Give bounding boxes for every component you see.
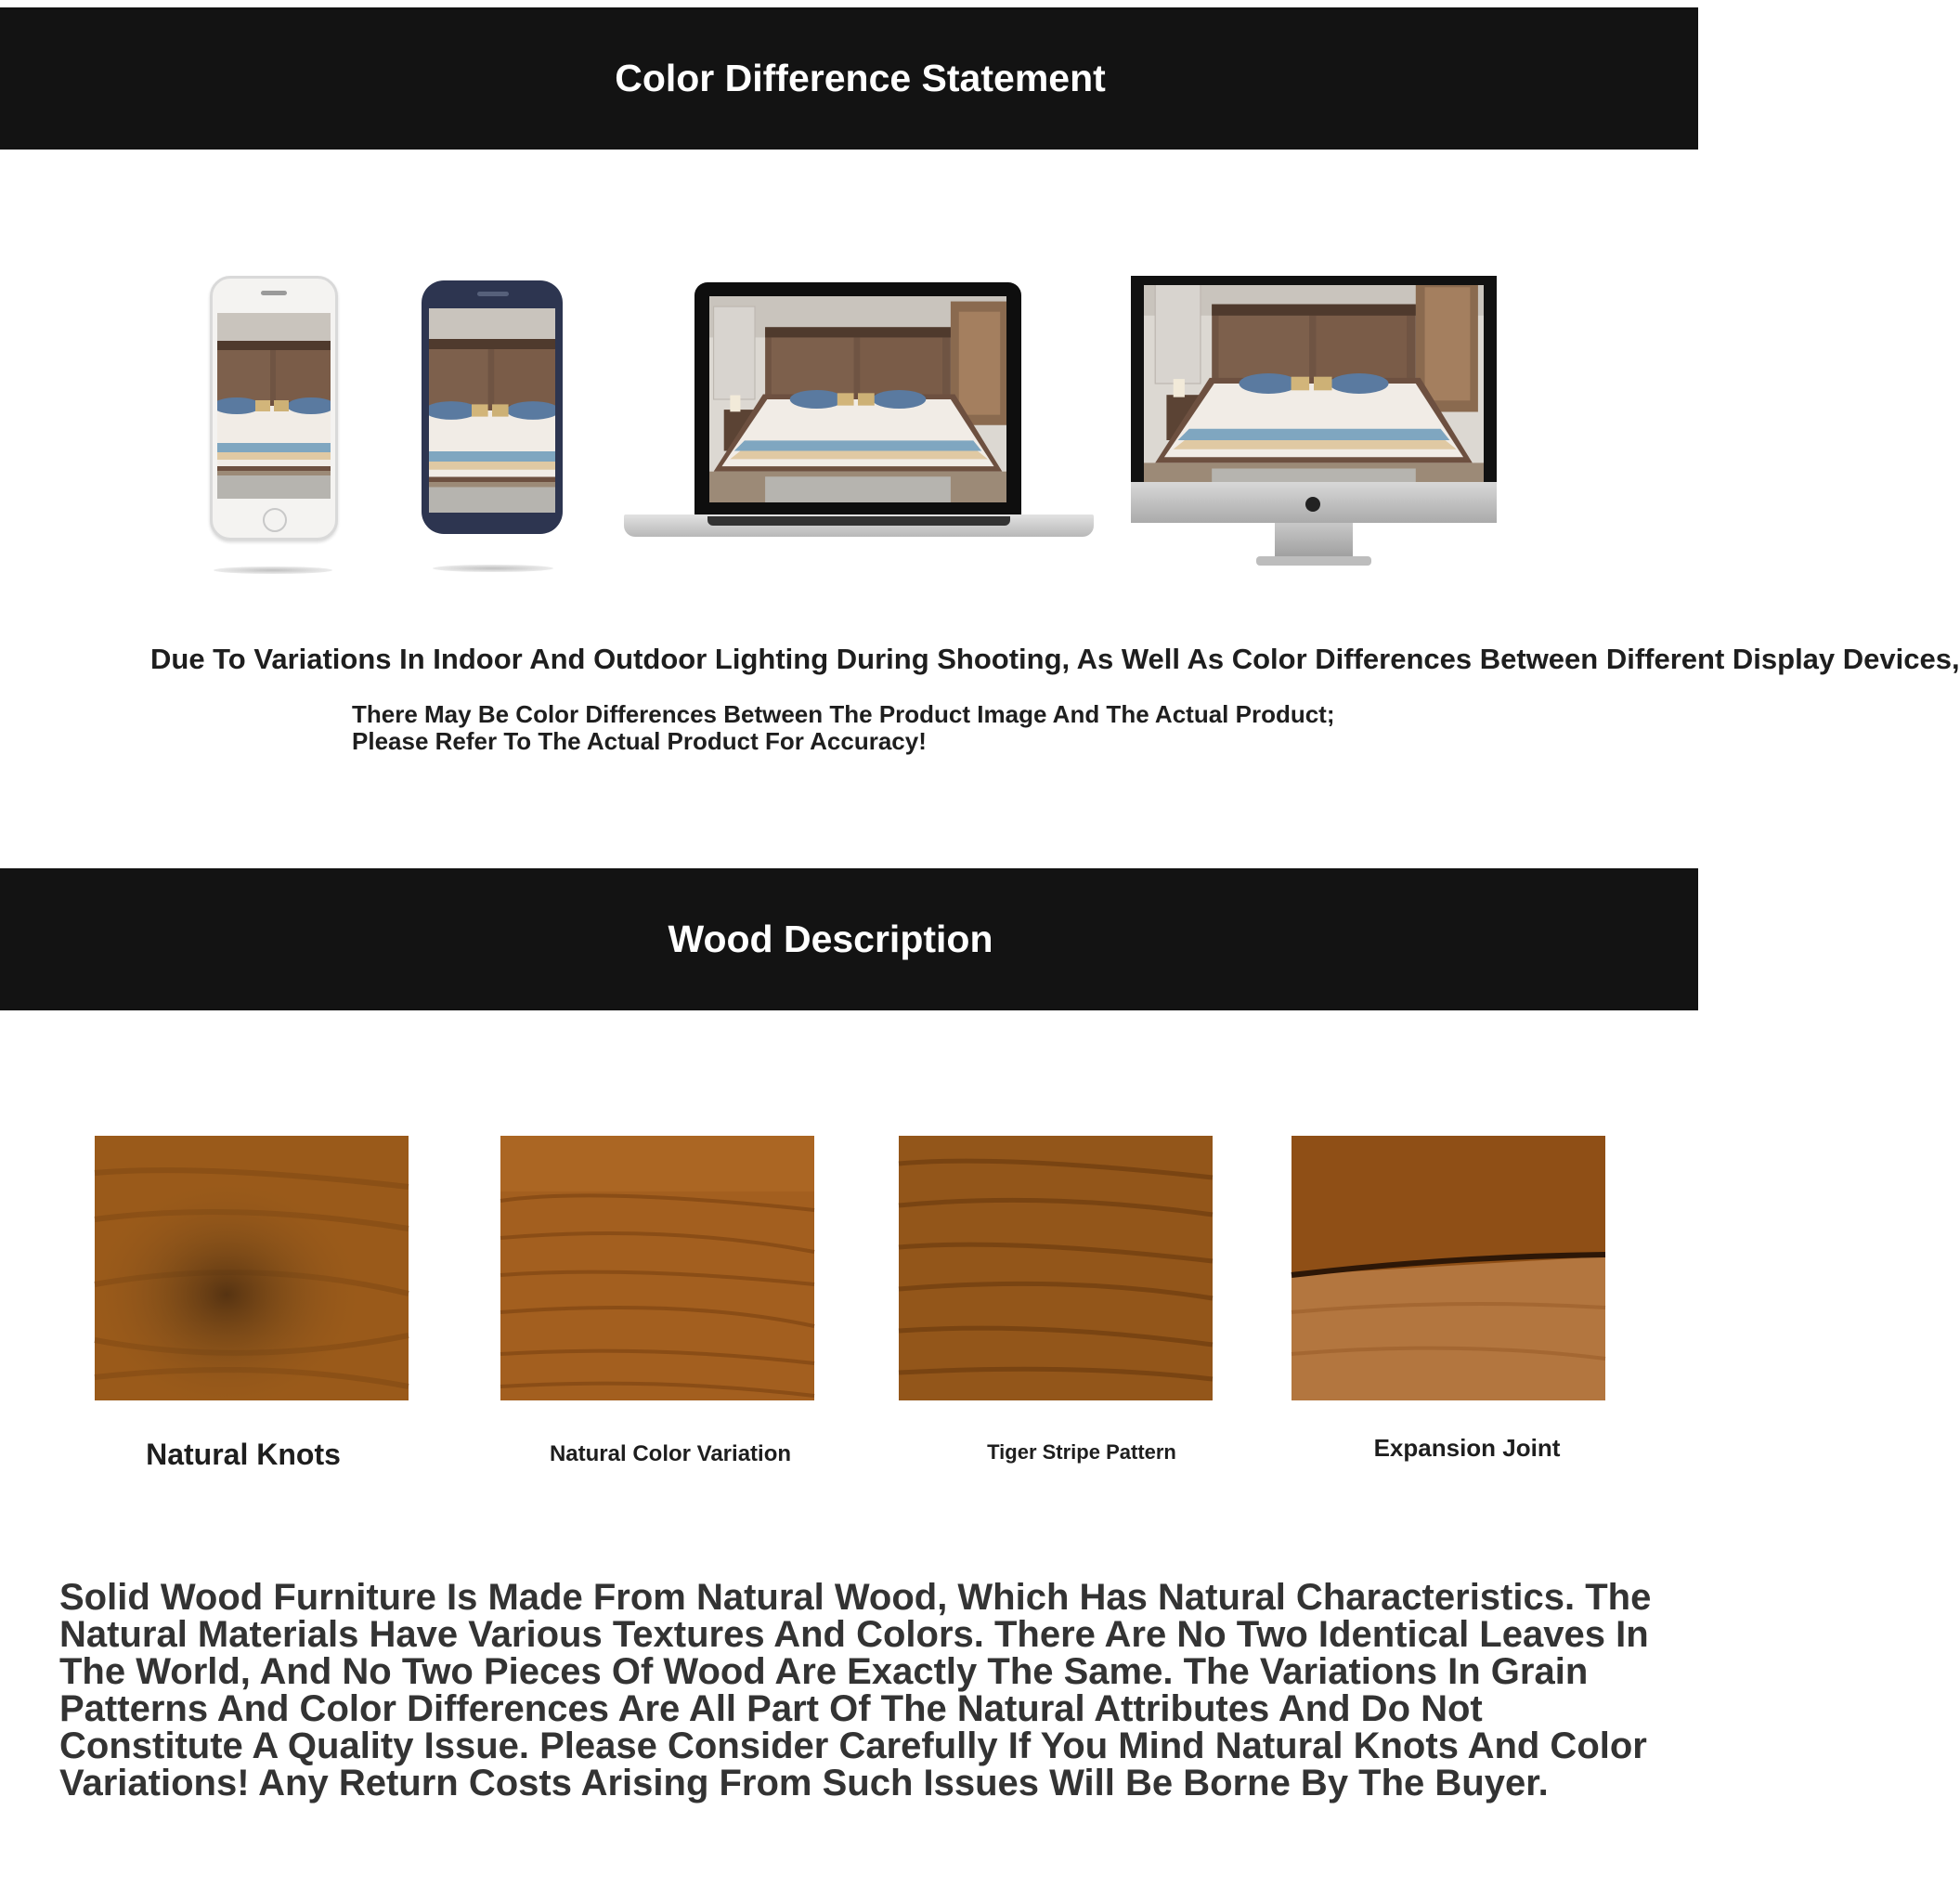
subnotice-line-2: Please Refer To The Actual Product For Accuracy! [352,727,927,755]
wood-description-title: Wood Description [668,918,993,960]
color-difference-banner [0,7,1698,150]
expansion-joint-swatch [1292,1136,1605,1400]
color-difference-title: Color Difference Statement [615,57,1106,99]
tiger-stripe-pattern-swatch [899,1136,1213,1400]
device-shadow [214,566,332,574]
white-smartphone-image [210,276,338,540]
natural-knots-label: Natural Knots [146,1438,341,1471]
wood-disclaimer-paragraph: Solid Wood Furniture Is Made From Natural Wood, Which Has Natural Characteristics. The Natural Materials Have Various Textures And Colors. There Are No Two Identical Leaves In The World, And No Two Pieces Of Wood Are Exactly The Same. The Variations In Grain Patterns And Color Differences Are All Part Of The Natural Attributes And Do Not Constitute A Quality Issue. Please Consider Carefully If You Mind Natural Knots And Color Variations! Any Return Costs Arising From Such Issues Will Be Borne By The Buyer. [59,1577,1652,1803]
wood-description-banner [0,868,1698,1010]
color-difference-notice: Due To Variations In Indoor And Outdoor Lighting During Shooting, As Well As Color Differences Between Different Display Devices, [150,643,1960,675]
natural-color-variation-label: Natural Color Variation [549,1441,792,1466]
tiger-stripe-pattern-label: Tiger Stripe Pattern [987,1440,1176,1464]
natural-knots-swatch [95,1136,409,1400]
desktop-monitor-image [1131,276,1497,573]
dark-smartphone-image [422,280,563,534]
expansion-joint-label: Expansion Joint [1373,1434,1561,1462]
subnotice-line-1: There May Be Color Differences Between The Product Image And The Actual Product; [352,700,1335,728]
natural-color-variation-swatch [500,1136,814,1400]
color-difference-subnotice [352,701,1334,755]
device-shadow [433,565,553,572]
laptop-image [624,282,1094,561]
